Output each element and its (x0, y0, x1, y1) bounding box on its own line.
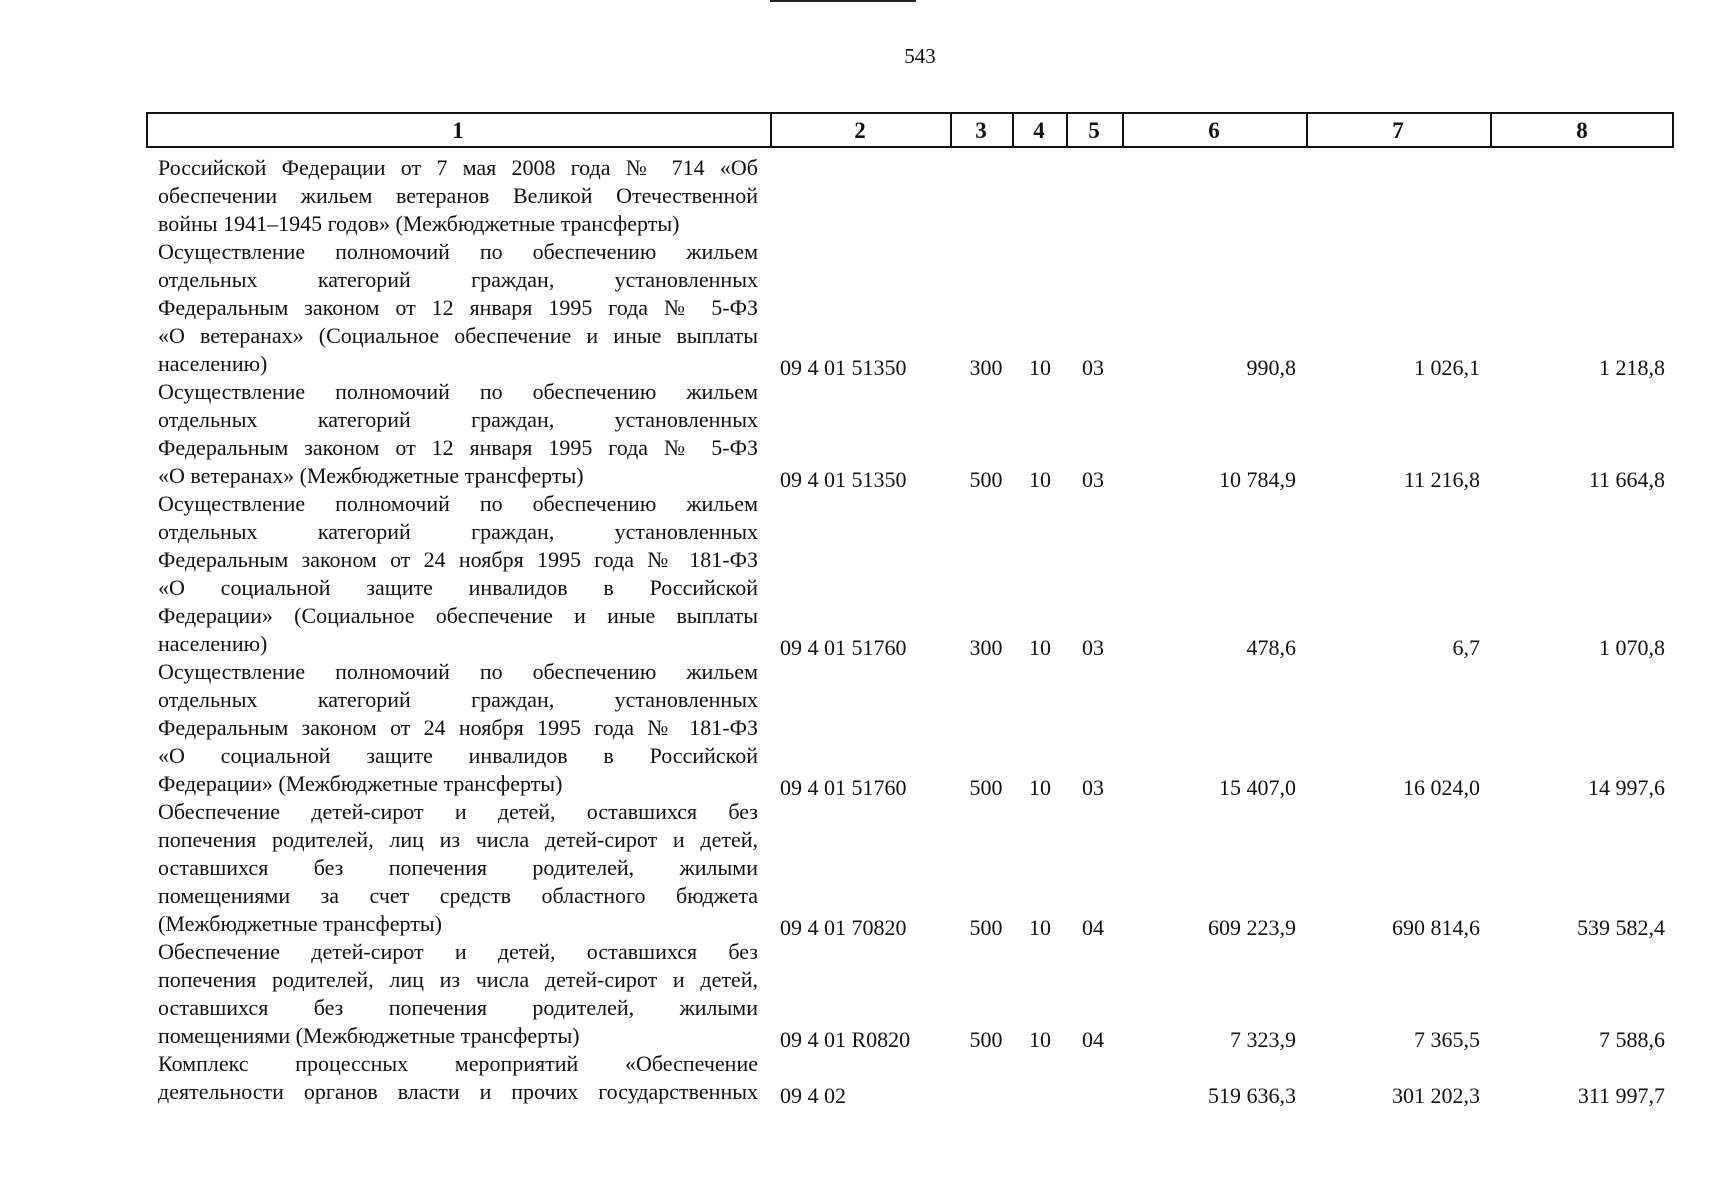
expense-type-code: 500 (969, 775, 1003, 800)
row-description (158, 658, 758, 798)
description-line: Федеральным законом от 12 января 1995 года № 5-ФЗ (158, 295, 758, 320)
header-cell-col-5: 5 (1088, 118, 1100, 143)
amount-col-8: 1 070,8 (1599, 635, 1665, 660)
description-line: оставшихся без попечения родителей, жилыми (158, 995, 758, 1020)
description-line: «О социальной защите инвалидов в Российской (158, 575, 758, 600)
description-line: «О ветеранах» (Социальное обеспечение и иные выплаты (158, 323, 758, 348)
header-cell-col-4: 4 (1033, 118, 1045, 143)
amount-col-6: 7 323,9 (1230, 1027, 1296, 1052)
expense-type-code: 300 (969, 355, 1003, 380)
description-line: помещениями за счет средств областного бюджета (158, 883, 758, 908)
amount-col-6: 10 784,9 (1219, 467, 1296, 492)
description-line: населению) (158, 351, 268, 376)
row-description (158, 154, 758, 238)
description-line: Федерации» (Социальное обеспечение и иные выплаты (158, 603, 758, 628)
row-description (158, 938, 758, 1050)
section-code: 10 (1029, 467, 1051, 492)
description-line: Осуществление полномочий по обеспечению жильем (158, 659, 758, 684)
amount-col-7: 16 024,0 (1403, 775, 1480, 800)
amount-col-7: 7 365,5 (1414, 1027, 1480, 1052)
header-cell-col-1: 1 (452, 118, 464, 143)
description-line: Осуществление полномочий по обеспечению жильем (158, 491, 758, 516)
description-line: Российской Федерации от 7 мая 2008 года № 714 «Об (158, 155, 758, 180)
amount-col-8: 1 218,8 (1599, 355, 1665, 380)
description-line: Обеспечение детей-сирот и детей, оставшихся без (158, 799, 758, 824)
description-line: Федеральным законом от 24 ноября 1995 года № 181-ФЗ (158, 547, 758, 572)
amount-col-6: 519 636,3 (1208, 1083, 1296, 1108)
description-line: помещениями (Межбюджетные трансферты) (158, 1023, 580, 1048)
amount-col-7: 1 026,1 (1414, 355, 1480, 380)
amount-col-8: 14 997,6 (1588, 775, 1665, 800)
description-line: Федерации» (Межбюджетные трансферты) (158, 771, 563, 796)
section-code: 10 (1029, 635, 1051, 660)
header-cell-col-3: 3 (975, 118, 987, 143)
subsection-code: 03 (1082, 355, 1104, 380)
amount-col-8: 311 997,7 (1577, 1083, 1665, 1108)
expense-type-code: 300 (969, 635, 1003, 660)
description-line: отдельных категорий граждан, установленных (158, 519, 758, 544)
header-cell-col-8: 8 (1576, 118, 1588, 143)
amount-col-7: 301 202,3 (1392, 1083, 1480, 1108)
table-header (146, 112, 1674, 148)
row-description (158, 490, 758, 658)
target-article-code: 09 4 01 70820 (780, 915, 907, 940)
header-cell-col-2: 2 (854, 118, 866, 143)
section-code: 10 (1029, 775, 1051, 800)
target-article-code: 09 4 01 51760 (780, 635, 907, 660)
top-rule (770, 0, 916, 2)
page-number: 543 (904, 44, 936, 68)
row-description (158, 798, 758, 938)
subsection-code: 03 (1082, 775, 1104, 800)
section-code: 10 (1029, 355, 1051, 380)
section-code: 10 (1029, 1027, 1051, 1052)
description-line: «О ветеранах» (Межбюджетные трансферты) (158, 463, 584, 488)
subsection-code: 03 (1082, 467, 1104, 492)
target-article-code: 09 4 01 R0820 (780, 1027, 911, 1052)
description-line: Обеспечение детей-сирот и детей, оставшихся без (158, 939, 758, 964)
subsection-code: 04 (1082, 915, 1104, 940)
expense-type-code: 500 (969, 915, 1003, 940)
description-line: оставшихся без попечения родителей, жилыми (158, 855, 758, 880)
header-cell-col-7: 7 (1392, 118, 1404, 143)
amount-col-7: 11 216,8 (1403, 467, 1480, 492)
amount-col-8: 539 582,4 (1577, 915, 1665, 940)
description-line: отдельных категорий граждан, установленных (158, 407, 758, 432)
row-description (158, 238, 758, 378)
amount-col-6: 15 407,0 (1219, 775, 1296, 800)
subsection-code: 04 (1082, 1027, 1104, 1052)
description-line: отдельных категорий граждан, установленных (158, 267, 758, 292)
amount-col-6: 609 223,9 (1208, 915, 1296, 940)
row-description (158, 1050, 758, 1106)
subsection-code: 03 (1082, 635, 1104, 660)
description-line: (Межбюджетные трансферты) (158, 911, 442, 936)
amount-col-7: 6,7 (1452, 635, 1480, 660)
description-line: Осуществление полномочий по обеспечению жильем (158, 379, 758, 404)
row-description (158, 378, 758, 490)
amount-col-6: 478,6 (1246, 635, 1296, 660)
description-line: отдельных категорий граждан, установленных (158, 687, 758, 712)
description-line: Осуществление полномочий по обеспечению жильем (158, 239, 758, 264)
target-article-code: 09 4 01 51760 (780, 775, 907, 800)
expense-type-code: 500 (969, 467, 1003, 492)
description-line: «О социальной защите инвалидов в Российской (158, 743, 758, 768)
description-line: Федеральным законом от 24 ноября 1995 года № 181-ФЗ (158, 715, 758, 740)
description-line: обеспечении жильем ветеранов Великой Отечественной (158, 183, 758, 208)
target-article-code: 09 4 01 51350 (780, 355, 907, 380)
description-line: войны 1941–1945 годов» (Межбюджетные трансферты) (158, 211, 680, 236)
amount-col-8: 11 664,8 (1588, 467, 1665, 492)
header-cell-col-6: 6 (1208, 118, 1220, 143)
amount-col-7: 690 814,6 (1392, 915, 1480, 940)
description-line: Федеральным законом от 12 января 1995 года № 5-ФЗ (158, 435, 758, 460)
description-line: деятельности органов власти и прочих государственных (158, 1079, 758, 1104)
description-line: попечения родителей, лиц из числа детей-сирот и детей, (158, 827, 758, 852)
description-line: попечения родителей, лиц из числа детей-сирот и детей, (158, 967, 758, 992)
target-article-code: 09 4 01 51350 (780, 467, 907, 492)
target-article-code: 09 4 02 (780, 1083, 846, 1108)
expense-type-code: 500 (969, 1027, 1003, 1052)
amount-col-6: 990,8 (1246, 355, 1296, 380)
amount-col-8: 7 588,6 (1599, 1027, 1665, 1052)
section-code: 10 (1029, 915, 1051, 940)
description-line: населению) (158, 631, 268, 656)
description-line: Комплекс процессных мероприятий «Обеспечение (158, 1051, 758, 1076)
